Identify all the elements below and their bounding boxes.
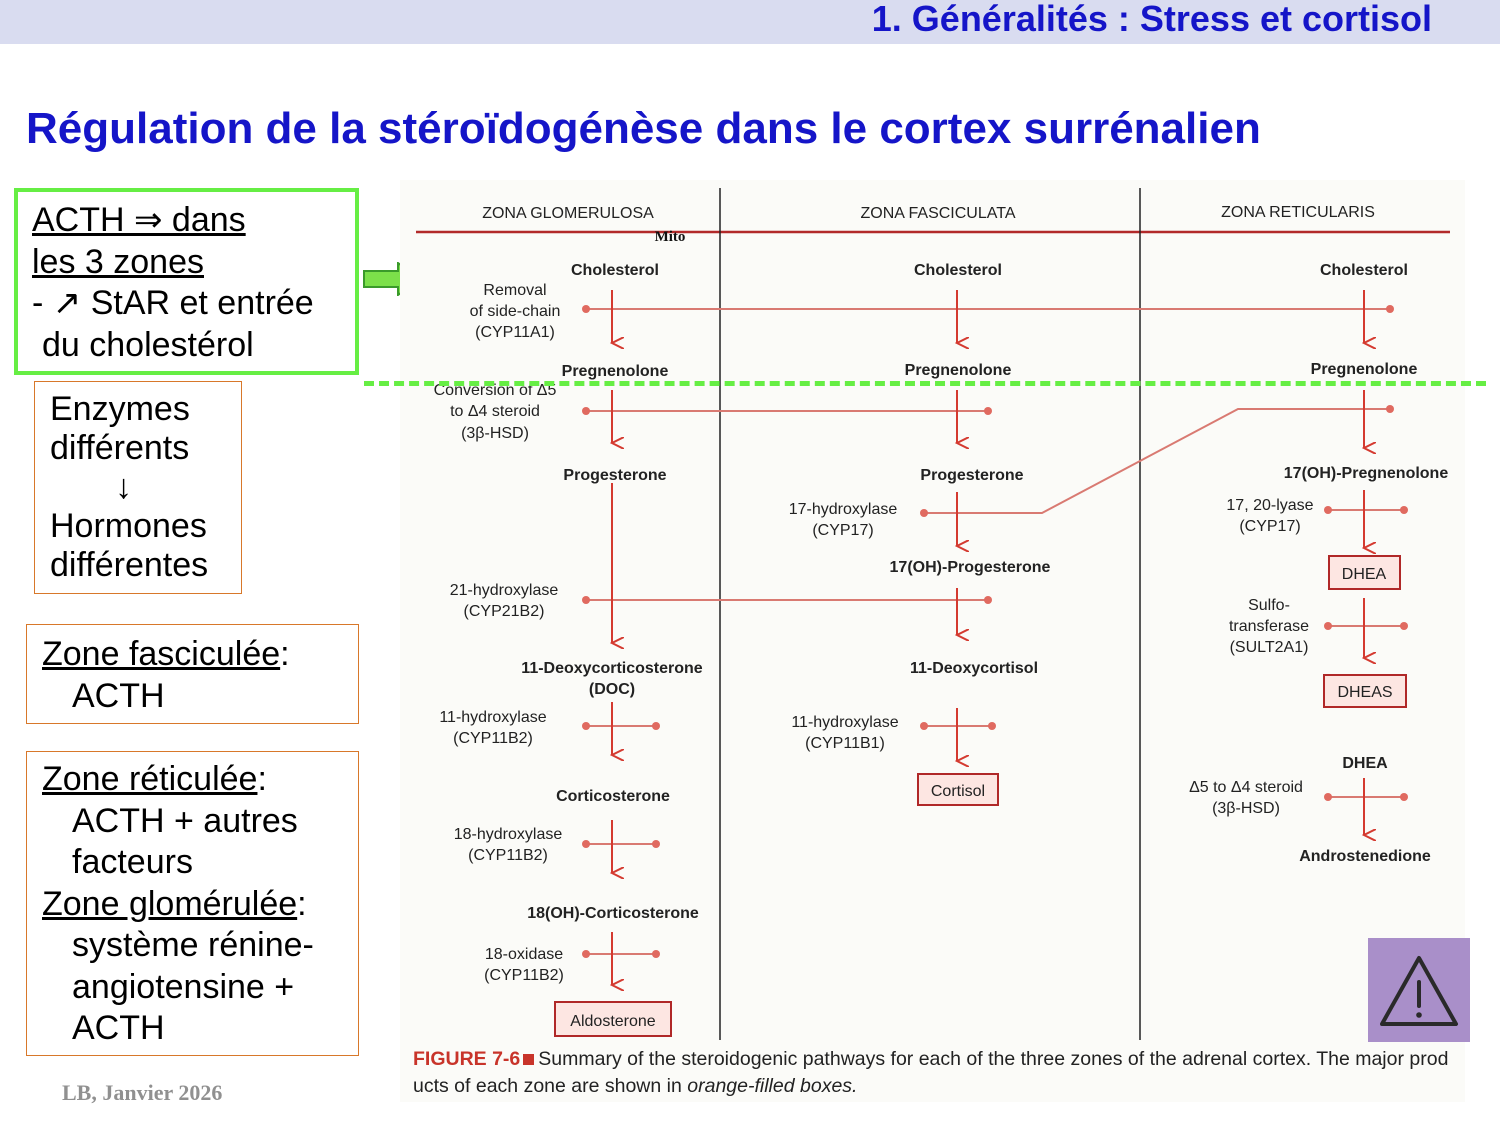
caption-label: FIGURE 7-6 xyxy=(413,1048,521,1070)
glomerulee-line1: système rénine- xyxy=(72,926,314,964)
glom-enzyme2-l1: Conversion of Δ5 xyxy=(433,382,557,399)
steroidogenesis-figure xyxy=(400,180,1465,1102)
fasciculee-box xyxy=(26,624,359,724)
acth-line4: du cholestérol xyxy=(42,325,254,364)
ret-enzyme2-l1: Sulfo- xyxy=(1248,597,1290,614)
zone-reticularis-header: ZONA RETICULARIS xyxy=(1221,204,1375,221)
fasc-progesterone: Progesterone xyxy=(920,467,1024,484)
glom-enzyme4-l2: (CYP11B2) xyxy=(453,730,533,747)
mitochondria-boundary-line xyxy=(364,381,1486,386)
acth-line3: - ↗ StAR et entrée xyxy=(32,284,314,322)
reticulee-glomerulee-box xyxy=(26,751,359,1056)
enzymes-box xyxy=(34,381,242,594)
glom-enzyme6-l2: (CYP11B2) xyxy=(484,967,564,984)
acth-line1: ACTH ⇒ dans xyxy=(32,201,246,239)
enzymes-line3: Hormones xyxy=(50,507,207,545)
zone-fasciculata-header: ZONA FASCICULATA xyxy=(860,205,1016,222)
ret-oh-pregnenolone: 17(OH)-Pregnenolone xyxy=(1283,465,1449,482)
fasc-enzyme1-l1: 17-hydroxylase xyxy=(788,501,898,518)
glom-enzyme2-l2: to Δ4 steroid xyxy=(450,403,540,420)
glomerulee-zone: Zone glomérulée xyxy=(42,884,298,923)
glom-doc-l2: (DOC) xyxy=(588,681,636,698)
enzymes-line4: différentes xyxy=(50,546,209,584)
figure-caption xyxy=(413,1046,1463,1100)
dheas-box-label: DHEAS xyxy=(1337,684,1393,701)
pathway-diagram xyxy=(400,180,1465,1040)
reticulee-line1: ACTH + autres xyxy=(72,801,298,840)
glom-pregnenolone: Pregnenolone xyxy=(561,363,669,380)
glom-enzyme4-l1: 11-hydroxylase xyxy=(439,709,547,726)
fasciculee-zone: Zone fasciculée xyxy=(42,635,281,673)
footer-author-date: LB, Janvier 2026 xyxy=(62,1080,223,1105)
warning-triangle-icon xyxy=(1368,938,1470,1042)
down-arrow-icon: ↓ xyxy=(115,468,132,506)
caption-square-icon xyxy=(523,1054,534,1065)
reticulee-colon: : xyxy=(257,760,267,798)
acth-line2: les 3 zones xyxy=(32,242,204,281)
glom-enzyme6-l1: 18-oxidase xyxy=(484,946,564,963)
fasc-enzyme2-l2: (CYP11B1) xyxy=(805,735,885,752)
aldosterone-box-label: Aldosterone xyxy=(570,1013,656,1030)
glomerulee-line3: ACTH xyxy=(72,1009,165,1047)
glom-enzyme5-l2: (CYP11B2) xyxy=(468,847,548,864)
ret-enzyme2-l3: (SULT2A1) xyxy=(1229,639,1309,656)
enzymes-line1: Enzymes xyxy=(50,390,190,428)
dhea-box-label: DHEA xyxy=(1341,566,1387,583)
ret-androstenedione: Androstenedione xyxy=(1299,848,1431,865)
glom-enzyme1-l1: Removal xyxy=(483,282,547,299)
header-bar xyxy=(0,0,1500,44)
glom-enzyme1-l2: of side-chain xyxy=(469,303,561,320)
ret-enzyme1-l2: (CYP17) xyxy=(1239,518,1301,535)
fasc-enzyme1-l2: (CYP17) xyxy=(812,522,874,539)
cyp17-line xyxy=(924,409,1390,513)
glom-doc-l1: 11-Deoxycorticosterone xyxy=(521,660,703,677)
glom-corticosterone: Corticosterone xyxy=(556,788,670,805)
zone-glomerulosa-header: ZONA GLOMERULOSA xyxy=(482,205,654,222)
cortisol-box-label: Cortisol xyxy=(930,783,986,800)
ret-enzyme3-l2: (3β-HSD) xyxy=(1212,800,1280,817)
acth-box xyxy=(14,188,359,375)
fasc-oh-progesterone: 17(OH)-Progesterone xyxy=(889,559,1051,576)
glom-progesterone: Progesterone xyxy=(563,467,667,484)
fasciculee-hormone: ACTH xyxy=(72,676,165,715)
fasc-enzyme2-l1: 11-hydroxylase xyxy=(791,714,899,731)
ret-pregnenolone: Pregnenolone xyxy=(1310,361,1418,378)
reticulee-line2: facteurs xyxy=(72,843,193,881)
enzymes-line2: différents xyxy=(50,429,190,467)
fasc-pregnenolone: Pregnenolone xyxy=(904,362,1012,379)
mito-label: Mito xyxy=(654,229,686,245)
fasc-deoxycortisol: 11-Deoxycortisol xyxy=(909,660,1039,677)
fasc-cholesterol: Cholesterol xyxy=(913,262,1003,279)
glom-enzyme3-l1: 21-hydroxylase xyxy=(449,582,559,599)
fasciculee-colon: : xyxy=(280,635,290,673)
ret-enzyme3-l1: Δ5 to Δ4 steroid xyxy=(1189,779,1303,796)
caption-italic: orange-filled boxes. xyxy=(687,1075,858,1097)
glom-enzyme5-l1: 18-hydroxylase xyxy=(453,826,563,843)
ret-enzyme1-l1: 17, 20-lyase xyxy=(1226,497,1314,514)
pathway-arrows xyxy=(612,290,1364,985)
ret-dhea-2: DHEA xyxy=(1342,755,1388,772)
glom-enzyme3-l2: (CYP21B2) xyxy=(463,603,545,620)
glom-cholesterol: Cholesterol xyxy=(570,262,660,279)
ret-enzyme2-l2: transferase xyxy=(1228,618,1310,635)
glom-enzyme1-l3: (CYP11A1) xyxy=(475,324,555,341)
caption-text: Summary of the steroidogenic pathways for each of the three zones of the adrenal cortex. The major prod ucts of each zone are shown in xyxy=(413,1048,1449,1097)
page-title: Régulation de la stéroïdogénèse dans le cortex surrénalien xyxy=(26,104,1261,153)
header-title: 1. Généralités : Stress et cortisol xyxy=(871,0,1432,39)
glom-enzyme2-l3: (3β-HSD) xyxy=(461,425,529,442)
reticulee-zone: Zone réticulée xyxy=(42,760,258,798)
glom-oh-corticosterone: 18(OH)-Corticosterone xyxy=(527,905,699,922)
glomerulee-colon: : xyxy=(297,884,307,923)
glomerulee-line2: angiotensine + xyxy=(72,967,295,1006)
ret-cholesterol: Cholesterol xyxy=(1319,262,1409,279)
